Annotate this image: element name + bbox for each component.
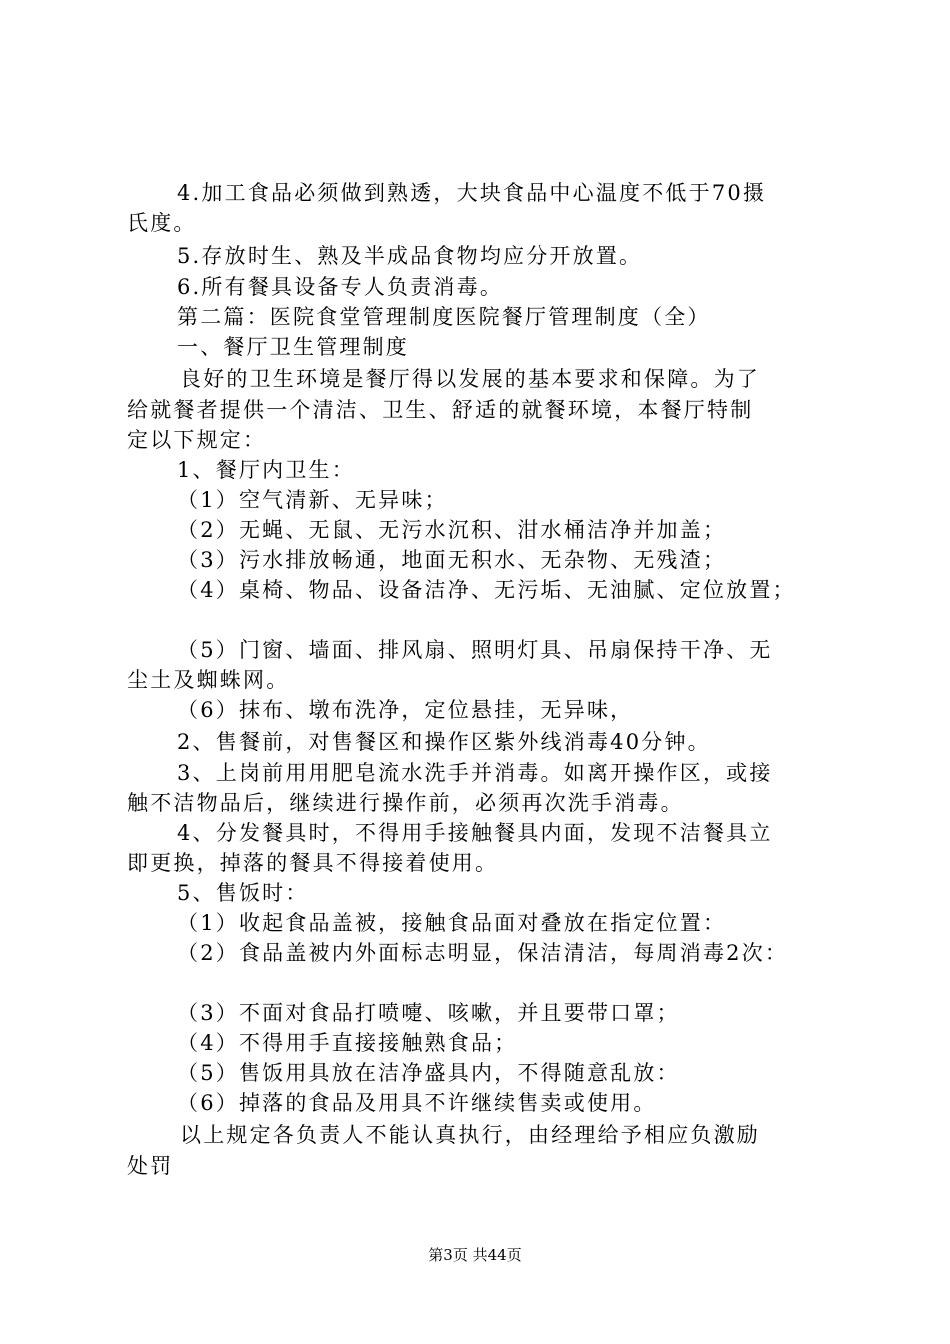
- list-item: （5）售饭用具放在洁净盛具内，不得随意乱放：: [177, 1061, 680, 1085]
- list-item: （3）不面对食品打喷嚏、咳嗽，并且要带口罩；: [177, 1001, 680, 1025]
- body-text-line: 5.存放时生、熟及半成品食物均应分开放置。: [177, 244, 643, 268]
- list-item: 4、分发餐具时，不得用手接触餐具内面，发现不洁餐具立: [177, 821, 773, 845]
- body-text-line: 尘土及蜘蛛网。: [127, 668, 290, 692]
- list-item: （4）桌椅、物品、设备洁净、无污垢、无油腻、定位放置；: [177, 578, 796, 602]
- list-item: （1）收起食品盖被，接触食品面对叠放在指定位置：: [177, 911, 727, 935]
- section-heading: 第二篇：医院食堂管理制度医院餐厅管理制度（全）: [177, 305, 711, 329]
- list-item: 2、售餐前，对售餐区和操作区紫外线消毒40分钟。: [177, 730, 711, 754]
- subsection-heading: 一、餐厅卫生管理制度: [177, 335, 409, 359]
- list-heading: 1、餐厅内卫生：: [177, 458, 355, 482]
- list-heading: 5、售饭时：: [177, 881, 309, 905]
- body-text-line: 即更换，掉落的餐具不得接着使用。: [127, 851, 499, 875]
- body-text-line: 触不洁物品后，继续进行操作前，必须再次洗手消毒。: [127, 791, 684, 815]
- body-text-line: 以上规定各负责人不能认真执行，由经理给予相应负激励: [180, 1123, 760, 1147]
- list-item: （2）无蝇、无鼠、无污水沉积、泔水桶洁净并加盖；: [177, 518, 727, 542]
- list-item: 3、上岗前用用肥皂流水洗手并消毒。如离开操作区，或接: [177, 761, 773, 785]
- list-item: （1）空气清新、无异味；: [177, 488, 448, 512]
- body-text-line: 氏度。: [127, 211, 197, 235]
- body-text-line: 良好的卫生环境是餐厅得以发展的基本要求和保障。为了: [180, 367, 760, 391]
- list-item: （3）污水排放畅通，地面无积水、无杂物、无残渣；: [177, 548, 727, 572]
- body-text-line: 4.加工食品必须做到熟透，大块食品中心温度不低于70摄: [177, 181, 767, 205]
- page-number-footer: 第3页 共44页: [428, 1246, 522, 1264]
- body-text-line: 给就餐者提供一个清洁、卫生、舒适的就餐环境，本餐厅特制: [127, 398, 754, 422]
- body-text-line: 定以下规定：: [127, 428, 267, 452]
- list-item: （4）不得用手直接接触熟食品；: [177, 1031, 518, 1055]
- list-item: （6）抹布、墩布洗净，定位悬挂，无异味，: [177, 698, 634, 722]
- body-text-line: 处罚: [127, 1154, 174, 1178]
- list-item: （5）门窗、墙面、排风扇、照明灯具、吊扇保持干净、无: [177, 638, 773, 662]
- list-item: （2）食品盖被内外面标志明显，保洁清洁，每周消毒2次：: [177, 941, 789, 965]
- list-item: （6）掉落的食品及用具不许继续售卖或使用。: [177, 1091, 657, 1115]
- body-text-line: 6.所有餐具设备专人负责消毒。: [177, 275, 504, 299]
